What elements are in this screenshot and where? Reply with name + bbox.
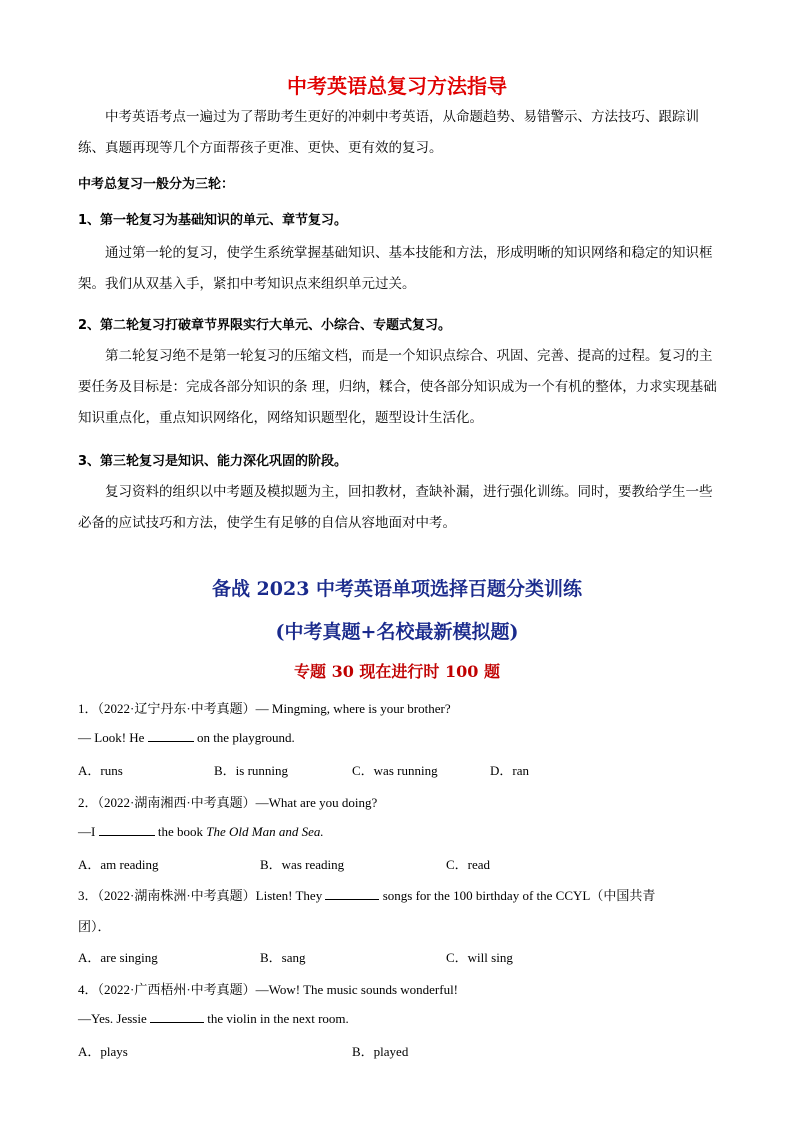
question-4-option-a[interactable]: A．plays bbox=[78, 1044, 128, 1059]
question-4-stem: 4．（2022·广西梧州·中考真题）—Wow! The music sounds wonderful! bbox=[78, 982, 459, 997]
question-1-option-a[interactable]: A．runs bbox=[78, 763, 123, 778]
question-2-line2: —I the book The Old Man and Sea. bbox=[78, 824, 324, 839]
question-3-option-c[interactable]: C．will sing bbox=[446, 950, 513, 965]
round3-heading: 3、第三轮复习是知识、能力深化巩固的阶段。 bbox=[78, 454, 348, 469]
question-1-line2: — Look! He on the playground. bbox=[78, 730, 295, 745]
question-3-option-a[interactable]: A．are singing bbox=[78, 950, 158, 965]
round2-paragraph bbox=[78, 341, 720, 434]
round3-paragraph bbox=[78, 477, 720, 539]
question-2-option-a[interactable]: A．am reading bbox=[78, 857, 159, 872]
round2-heading: 2、第二轮复习打破章节界限实行大单元、小综合、专题式复习。 bbox=[78, 318, 452, 333]
topic-title: 专题 30 现在进行时 100 题 bbox=[294, 662, 500, 681]
question-2-option-c[interactable]: C．read bbox=[446, 857, 491, 872]
question-1-stem: 1．（2022·辽宁丹东·中考真题）— Mingming, where is your brother? bbox=[78, 701, 451, 716]
round1-heading: 1、第一轮复习为基础知识的单元、章节复习。 bbox=[78, 213, 348, 228]
question-2-option-b[interactable]: B．was reading bbox=[260, 857, 345, 872]
question-2-stem: 2．（2022·湖南湘西·中考真题）—What are you doing? bbox=[78, 795, 378, 810]
question-4-line2: —Yes. Jessie the violin in the next room. bbox=[78, 1011, 349, 1026]
question-3-line2: 团）． bbox=[78, 919, 111, 934]
answer-blank bbox=[148, 729, 194, 742]
rounds-heading: 中考总复习一般分为三轮： bbox=[78, 177, 235, 192]
question-4-option-b[interactable]: B．played bbox=[352, 1044, 409, 1059]
question-3-stem: 3．（2022·湖南株洲·中考真题）Listen! They songs for the 100 birthday of the CCYL（中国共青 bbox=[78, 888, 656, 903]
section-subtitle: (中考真题+名校最新模拟题) bbox=[275, 621, 519, 643]
round3-text: 复习资料的组织以中考题及模拟题为主，回扣教材，查缺补漏，进行强化训练。同时，要教给学生一些必备的应试技巧和方法，使学生有足够的自信从容地面对中考。 bbox=[78, 484, 713, 531]
question-1-option-d[interactable]: D．ran bbox=[490, 763, 529, 778]
answer-blank bbox=[150, 1010, 204, 1023]
question-1-option-b[interactable]: B．is running bbox=[214, 763, 289, 778]
question-3-option-b[interactable]: B．sang bbox=[260, 950, 306, 965]
intro-paragraph bbox=[78, 102, 720, 164]
answer-blank bbox=[325, 887, 379, 900]
round1-paragraph bbox=[78, 238, 720, 300]
document-title: 中考英语总复习方法指导 bbox=[287, 74, 507, 98]
section-title: 备战 2023 中考英语单项选择百题分类训练 bbox=[211, 578, 583, 600]
intro-text: 中考英语考点一遍过为了帮助考生更好的冲刺中考英语，从命题趋势、易错警示、方法技巧、跟踪训练、真题再现等几个方面帮孩子更准、更快、更有效的复习。 bbox=[78, 109, 699, 156]
book-title: The Old Man and Sea. bbox=[206, 824, 324, 839]
answer-blank bbox=[99, 823, 155, 836]
round1-text: 通过第一轮的复习，使学生系统掌握基础知识、基本技能和方法，形成明晰的知识网络和稳定的知识框架。我们从双基入手，紧扣中考知识点来组织单元过关。 bbox=[78, 245, 713, 292]
question-1-option-c[interactable]: C．was running bbox=[352, 763, 438, 778]
round2-text: 第二轮复习绝不是第一轮复习的压缩文档，而是一个知识点综合、巩固、完善、提高的过程。复习的主要任务及目标是：完成各部分知识的条 理，归纳，糅合，使各部分知识成为一个有机的整体，力求实现基础知识重点化，重点知识网络化，网络知识题型化，题型设计生活化。 bbox=[78, 348, 717, 426]
